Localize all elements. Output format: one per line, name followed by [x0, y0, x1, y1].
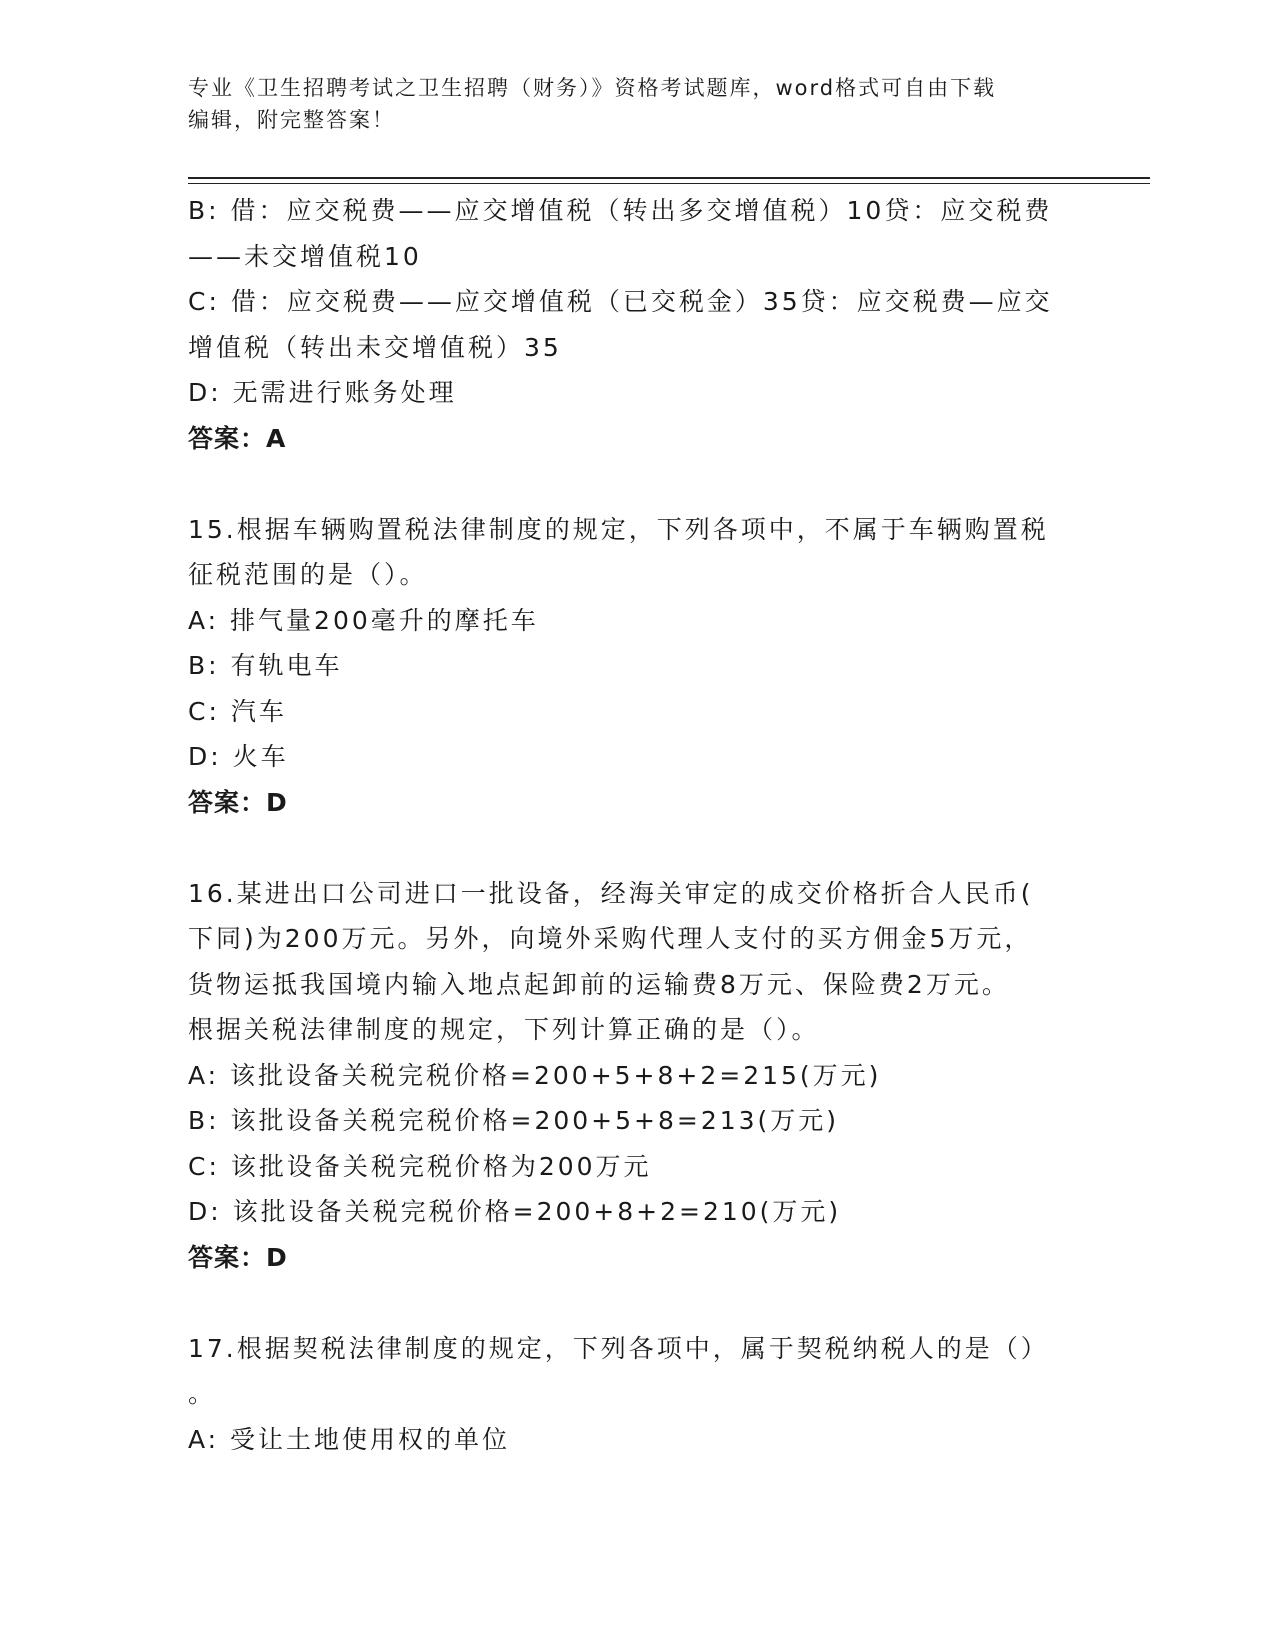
spacer [188, 825, 1088, 871]
page-header [188, 72, 1068, 136]
q16-option-a: A: 该批设备关税完税价格=200+5+8+2=215(万元) [188, 1060, 882, 1090]
q16-stem-line-4: 根据关税法律制度的规定，下列计算正确的是（）。 [188, 1015, 820, 1044]
header-rule-thin [188, 183, 1150, 184]
question-16 [188, 871, 1088, 1281]
spacer [188, 1280, 1088, 1326]
q16-stem-line-2: 下同)为200万元。另外，向境外采购代理人支付的买方佣金5万元， [188, 924, 1033, 953]
q14-option-b-line-2: ——未交增值税10 [188, 241, 422, 271]
q15-option-b: B: 有轨电车 [188, 651, 343, 680]
q15-option-d: D: 火车 [188, 742, 289, 771]
q16-option-d: D: 该批设备关税完税价格=200+8+2=210(万元) [188, 1197, 842, 1226]
q16-option-b: B: 该批设备关税完税价格=200+5+8=213(万元) [188, 1106, 840, 1135]
q14-option-c-line-1: C: 借：应交税费——应交增值税（已交税金）35贷：应交税费—应交 [188, 287, 1053, 316]
q16-stem-line-3: 货物运抵我国境内输入地点起卸前的运输费8万元、保险费2万元。 [188, 969, 1010, 999]
q15-option-a: A: 排气量200毫升的摩托车 [188, 605, 539, 635]
q15-stem-line-2: 征税范围的是（）。 [188, 560, 428, 589]
q16-answer: 答案：D [188, 1242, 288, 1272]
question-14 [188, 188, 1088, 461]
spacer [188, 461, 1088, 507]
q15-answer: 答案：D [188, 787, 288, 817]
q16-option-c: C: 该批设备关税完税价格为200万元 [188, 1151, 652, 1181]
q15-stem-line-1: 15.根据车辆购置税法律制度的规定，下列各项中，不属于车辆购置税 [188, 514, 1049, 544]
question-17 [188, 1326, 1088, 1463]
q14-option-d: D: 无需进行账务处理 [188, 378, 457, 407]
q17-option-a: A: 受让土地使用权的单位 [188, 1424, 511, 1454]
q14-option-c-line-2: 增值税（转出未交增值税）35 [188, 332, 562, 362]
question-content [188, 188, 1088, 1462]
q16-stem-line-1: 16.某进出口公司进口一批设备，经海关审定的成交价格折合人民币( [188, 878, 1034, 908]
question-15 [188, 507, 1088, 826]
header-line-2: 编辑，附完整答案！ [188, 108, 395, 132]
q14-option-b-line-1: B: 借：应交税费——应交增值税（转出多交增值税）10贷：应交税费 [188, 196, 1053, 225]
header-rule-thick [188, 177, 1150, 179]
header-line-1: 专业《卫生招聘考试之卫生招聘（财务）》资格考试题库，word格式可自由下载 [188, 76, 997, 100]
q17-stem-line-2: 。 [188, 1379, 217, 1408]
q15-option-c: C: 汽车 [188, 696, 287, 726]
q17-stem-line-1: 17.根据契税法律制度的规定，下列各项中，属于契税纳税人的是（） [188, 1333, 1049, 1363]
q14-answer: 答案：A [188, 423, 287, 453]
